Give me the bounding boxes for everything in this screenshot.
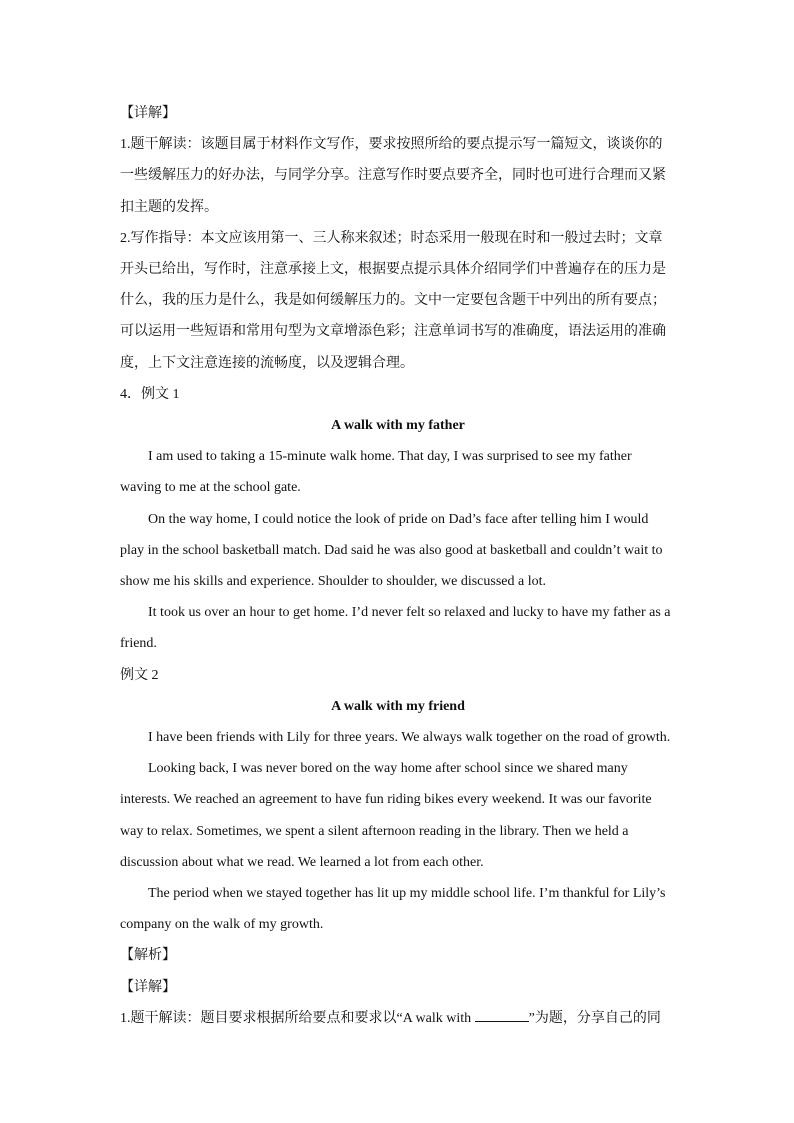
essay-1-p3-line-2: friend. [120,636,157,652]
essay-2-p2-line-2: interests. We reached an agreement to have fun riding bikes every weekend. It was our favorite [120,792,652,808]
essay-2-paragraph-1 [120,722,676,753]
essay-1-paragraph-1 [120,441,676,503]
essay-1-p1-line-2: waving to me at the school gate. [120,480,301,496]
point1-line-3: 扣主题的发挥。 [120,199,218,215]
detail-heading: 【详解】 [120,106,176,121]
essay-2-paragraph-3 [120,878,676,940]
final-line-suffix: ”为题，分享自己的同 [528,1010,661,1026]
essay-1-title: A walk with my father [331,418,465,434]
final-line [120,1003,676,1034]
point2-line-1: 2.写作指导：本文应该用第一、三人称来叙述；时态采用一般现在时和一般过去时；文章 [120,230,663,246]
document-page [120,98,676,1034]
essay-2-p3-line-1: The period when we stayed together has lit up my middle school life. I’m thankful for Lily’s [148,886,666,902]
essay-1-paragraph-3 [120,597,676,659]
essay-2-p3-line-2: company on the walk of my growth. [120,917,324,933]
point2-line-5: 度，上下文注意连接的流畅度，以及逻辑合理。 [120,355,414,371]
essay-1-p1-line-1: I am used to taking a 15-minute walk home. That day, I was surprised to see my father [148,449,632,465]
essay-2-p2-line-1: Looking back, I was never bored on the way home after school since we shared many [148,761,628,777]
essay-2-p2-line-3: way to relax. Sometimes, we spent a silent afternoon reading in the library. Then we held a [120,823,629,839]
point2-line-3: 什么，我的压力是什么，我是如何缓解压力的。文中一定要包含题干中列出的所有要点； [120,293,666,309]
point1-line-2: 一些缓解压力的好办法，与同学分享。注意写作时要点要齐全，同时也可进行合理而又紧 [120,168,666,184]
final-line-prefix: 1.题干解读：题目要求根据所给要点和要求以“A walk with [120,1010,475,1026]
point2-block [120,223,676,379]
fill-blank [475,1009,529,1022]
essay-2-paragraph-2 [120,753,676,878]
analysis-heading: 【解析】 [120,948,176,964]
point2-line-2: 开头已给出，写作时，注意承接上文，根据要点提示具体介绍同学们中普遍存在的压力是 [120,262,666,278]
point1-block [120,129,676,223]
detail-heading-2: 【详解】 [120,979,176,995]
essay-2-p2-line-4: discussion about what we read. We learned a lot from each other. [120,854,484,870]
essay-2-title: A walk with my friend [331,698,465,714]
point1-line-1: 1.题干解读：该题目属于材料作文写作，要求按照所给的要点提示写一篇短文，谈谈你的 [120,137,663,153]
essay-1-p2-line-2: play in the school basketball match. Dad said he was also good at basketball and couldn’t wait to [120,542,663,558]
essay-1-paragraph-2 [120,504,676,598]
point2-line-4: 可以运用一些短语和常用句型为文章增添色彩；注意单词书写的准确度，语法运用的准确 [120,324,666,340]
essay-2-p1-line-1: I have been friends with Lily for three years. We always walk together on the road of growth. [148,730,671,746]
essay-1-p2-line-3: show me his skills and experience. Shoulder to shoulder, we discussed a lot. [120,574,546,590]
question-4-label: 4．例文 1 [120,386,180,402]
essay-1-p3-line-1: It took us over an hour to get home. I’d never felt so relaxed and lucky to have my father as a [148,605,671,621]
essay-2-label: 例文 2 [120,667,159,683]
essay-1-p2-line-1: On the way home, I could notice the look of pride on Dad’s face after telling him I would [148,511,649,527]
